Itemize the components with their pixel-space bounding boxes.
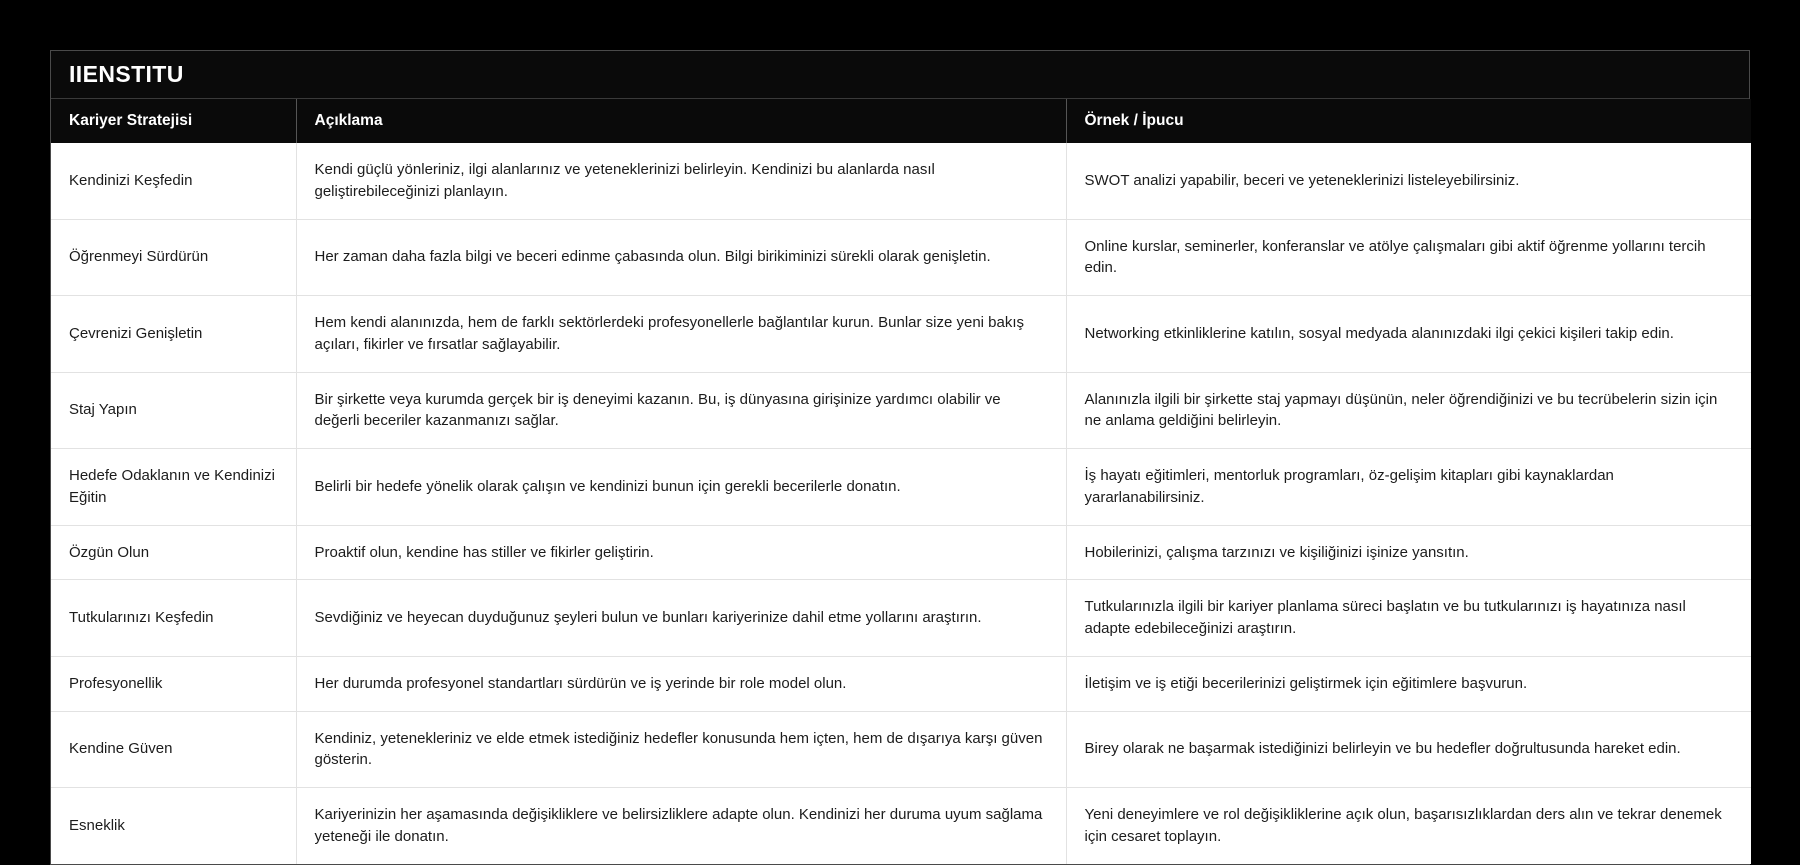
table-row — [51, 449, 1751, 526]
table-row — [51, 711, 1751, 788]
career-strategy-table — [51, 99, 1751, 864]
cell-strategy: Esneklik — [51, 788, 296, 864]
cell-strategy: Kendinizi Keşfedin — [51, 143, 296, 219]
cell-strategy: Staj Yapın — [51, 372, 296, 449]
table-row — [51, 525, 1751, 580]
cell-strategy: Çevrenizi Genişletin — [51, 296, 296, 373]
cell-description: Kariyerinizin her aşamasında değişikliklere ve belirsizliklere adapte olun. Kendinizi her duruma uyum sağlama yeteneği ile donatın. — [296, 788, 1066, 864]
cell-strategy: Tutkularınızı Keşfedin — [51, 580, 296, 657]
cell-example: SWOT analizi yapabilir, beceri ve yeteneklerinizi listeleyebilirsiniz. — [1066, 143, 1751, 219]
cell-example: İş hayatı eğitimleri, mentorluk programları, öz-gelişim kitapları gibi kaynaklardan yararlanabilirsiniz. — [1066, 449, 1751, 526]
cell-strategy: Öğrenmeyi Sürdürün — [51, 219, 296, 296]
table-row — [51, 372, 1751, 449]
table-header — [51, 99, 1751, 143]
cell-description: Kendiniz, yetenekleriniz ve elde etmek istediğiniz hedefler konusunda hem içten, hem de dışarıya karşı güven gösterin. — [296, 711, 1066, 788]
cell-strategy: Profesyonellik — [51, 656, 296, 711]
cell-example: İletişim ve iş etiği becerilerinizi geliştirmek için eğitimlere başvurun. — [1066, 656, 1751, 711]
table-row — [51, 296, 1751, 373]
cell-description: Proaktif olun, kendine has stiller ve fikirler geliştirin. — [296, 525, 1066, 580]
brand-title: IIENSTITU — [69, 61, 184, 87]
cell-description: Kendi güçlü yönleriniz, ilgi alanlarınız ve yeteneklerinizi belirleyin. Kendinizi bu alanlarda nasıl geliştirebileceğinizi planlayın. — [296, 143, 1066, 219]
cell-example: Tutkularınızla ilgili bir kariyer planlama süreci başlatın ve bu tutkularınızı iş hayatınıza nasıl adapte edebileceğinizi araştırın. — [1066, 580, 1751, 657]
cell-description: Her durumda profesyonel standartları sürdürün ve iş yerinde bir role model olun. — [296, 656, 1066, 711]
cell-description: Hem kendi alanınızda, hem de farklı sektörlerdeki profesyonellerle bağlantılar kurun. Bunlar size yeni bakış açıları, fikirler ve fırsatlar sağlayabilir. — [296, 296, 1066, 373]
table-row — [51, 788, 1751, 864]
cell-example: Networking etkinliklerine katılın, sosyal medyada alanınızdaki ilgi çekici kişileri takip edin. — [1066, 296, 1751, 373]
table-row — [51, 656, 1751, 711]
table-row — [51, 219, 1751, 296]
cell-description: Belirli bir hedefe yönelik olarak çalışın ve kendinizi bunun için gerekli becerilerle donatın. — [296, 449, 1066, 526]
table-body — [51, 143, 1751, 864]
cell-description: Bir şirkette veya kurumda gerçek bir iş deneyimi kazanın. Bu, iş dünyasına girişinize yardımcı olabilir ve değerli beceriler kazanmanızı sağlar. — [296, 372, 1066, 449]
cell-strategy: Kendine Güven — [51, 711, 296, 788]
column-header-example: Örnek / İpucu — [1066, 99, 1751, 143]
column-header-description: Açıklama — [296, 99, 1066, 143]
table-header-row — [51, 99, 1751, 143]
cell-example: Yeni deneyimlere ve rol değişikliklerine açık olun, başarısızlıklardan ders alın ve tekrar denemek için cesaret toplayın. — [1066, 788, 1751, 864]
table-row — [51, 580, 1751, 657]
career-strategy-table-card — [50, 50, 1750, 865]
cell-example: Hobilerinizi, çalışma tarzınızı ve kişiliğinizi işinize yansıtın. — [1066, 525, 1751, 580]
cell-strategy: Özgün Olun — [51, 525, 296, 580]
brand-header — [51, 51, 1749, 99]
cell-example: Online kurslar, seminerler, konferanslar ve atölye çalışmaları gibi aktif öğrenme yollarını tercih edin. — [1066, 219, 1751, 296]
cell-strategy: Hedefe Odaklanın ve Kendinizi Eğitin — [51, 449, 296, 526]
cell-example: Alanınızla ilgili bir şirkette staj yapmayı düşünün, neler öğrendiğinizi ve bu tecrübelerin sizin için ne anlama geldiğini belirleyin. — [1066, 372, 1751, 449]
column-header-strategy: Kariyer Stratejisi — [51, 99, 296, 143]
cell-description: Her zaman daha fazla bilgi ve beceri edinme çabasında olun. Bilgi birikiminizi sürekli olarak genişletin. — [296, 219, 1066, 296]
cell-example: Birey olarak ne başarmak istediğinizi belirleyin ve bu hedefler doğrultusunda hareket edin. — [1066, 711, 1751, 788]
table-row — [51, 143, 1751, 219]
cell-description: Sevdiğiniz ve heyecan duyduğunuz şeyleri bulun ve bunları kariyerinize dahil etme yollarını araştırın. — [296, 580, 1066, 657]
